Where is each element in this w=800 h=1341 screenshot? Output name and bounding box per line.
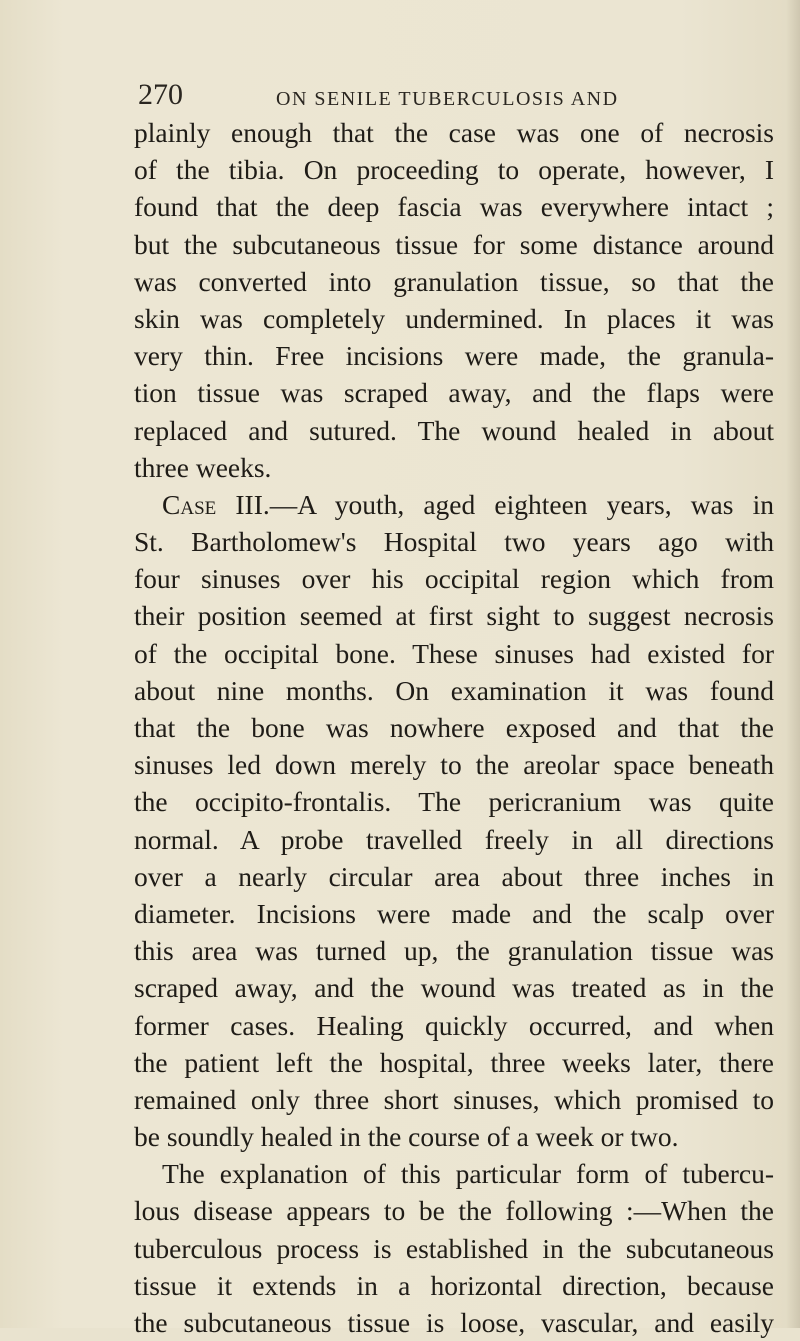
text-line: four sinuses over his occipital region which from — [134, 563, 774, 595]
text-line: diameter. Incisions were made and the scalp over — [134, 897, 774, 929]
page-number: 270 — [138, 78, 183, 111]
text-line: lous disease appears to be the following :—When the — [134, 1195, 774, 1227]
text-line: normal. A probe travelled freely in all directions — [134, 823, 774, 855]
text-line: the patient left the hospital, three weeks later, there — [134, 1046, 774, 1078]
text-line: The explanation of this particular form of tubercu- — [162, 1158, 774, 1190]
text-line: tion tissue was scraped away, and the flaps were — [134, 377, 774, 409]
text-line: replaced and sutured. The wound healed in about — [134, 414, 774, 446]
text-line: of the tibia. On proceeding to operate, however, I — [134, 154, 774, 186]
text-line: three weeks. — [134, 451, 272, 483]
case-label: Case — [162, 488, 217, 520]
text-line: St. Bartholomew's Hospital two years ago with — [134, 526, 774, 558]
text-line: was converted into granulation tissue, so that the — [134, 265, 774, 297]
text-line: but the subcutaneous tissue for some distance around — [134, 228, 774, 260]
page-header — [0, 76, 800, 116]
running-head: ON SENILE TUBERCULOSIS AND — [276, 88, 619, 110]
text-line: sinuses led down merely to the areolar space beneath — [134, 749, 774, 781]
text-line: tuberculous process is established in the subcutaneous — [134, 1232, 774, 1264]
text-line: over a nearly circular area about three inches in — [134, 860, 774, 892]
text-line: that the bone was nowhere exposed and that the — [134, 712, 774, 743]
text-line: be soundly healed in the course of a week or two. — [134, 1121, 679, 1153]
text-line: plainly enough that the case was one of necrosis — [134, 117, 774, 148]
page-edge-shadow — [786, 0, 800, 1328]
text-line: the subcutaneous tissue is loose, vascular, and easily — [134, 1307, 774, 1338]
text-line — [134, 486, 774, 523]
text-line: about nine months. On examination it was found — [134, 674, 774, 706]
line-remainder: III.—A youth, aged eighteen years, was in — [216, 488, 774, 520]
text-line: scraped away, and the wound was treated as in the — [134, 972, 774, 1004]
text-line: former cases. Healing quickly occurred, and when — [134, 1009, 774, 1041]
text-line: remained only three short sinuses, which promised to — [134, 1083, 774, 1115]
text-line: the occipito-frontalis. The pericranium was quite — [134, 786, 774, 818]
text-line: this area was turned up, the granulation tissue was — [134, 935, 774, 967]
text-line: found that the deep fascia was everywhere intact ; — [134, 191, 774, 223]
text-line: tissue it extends in a horizontal direction, because — [134, 1269, 774, 1301]
text-line: very thin. Free incisions were made, the granula- — [134, 340, 774, 372]
text-line: skin was completely undermined. In places it was — [134, 302, 774, 334]
text-line: of the occipital bone. These sinuses had existed for — [134, 637, 774, 669]
body-text — [134, 114, 774, 1341]
text-line: their position seemed at first sight to suggest necrosis — [134, 600, 774, 632]
